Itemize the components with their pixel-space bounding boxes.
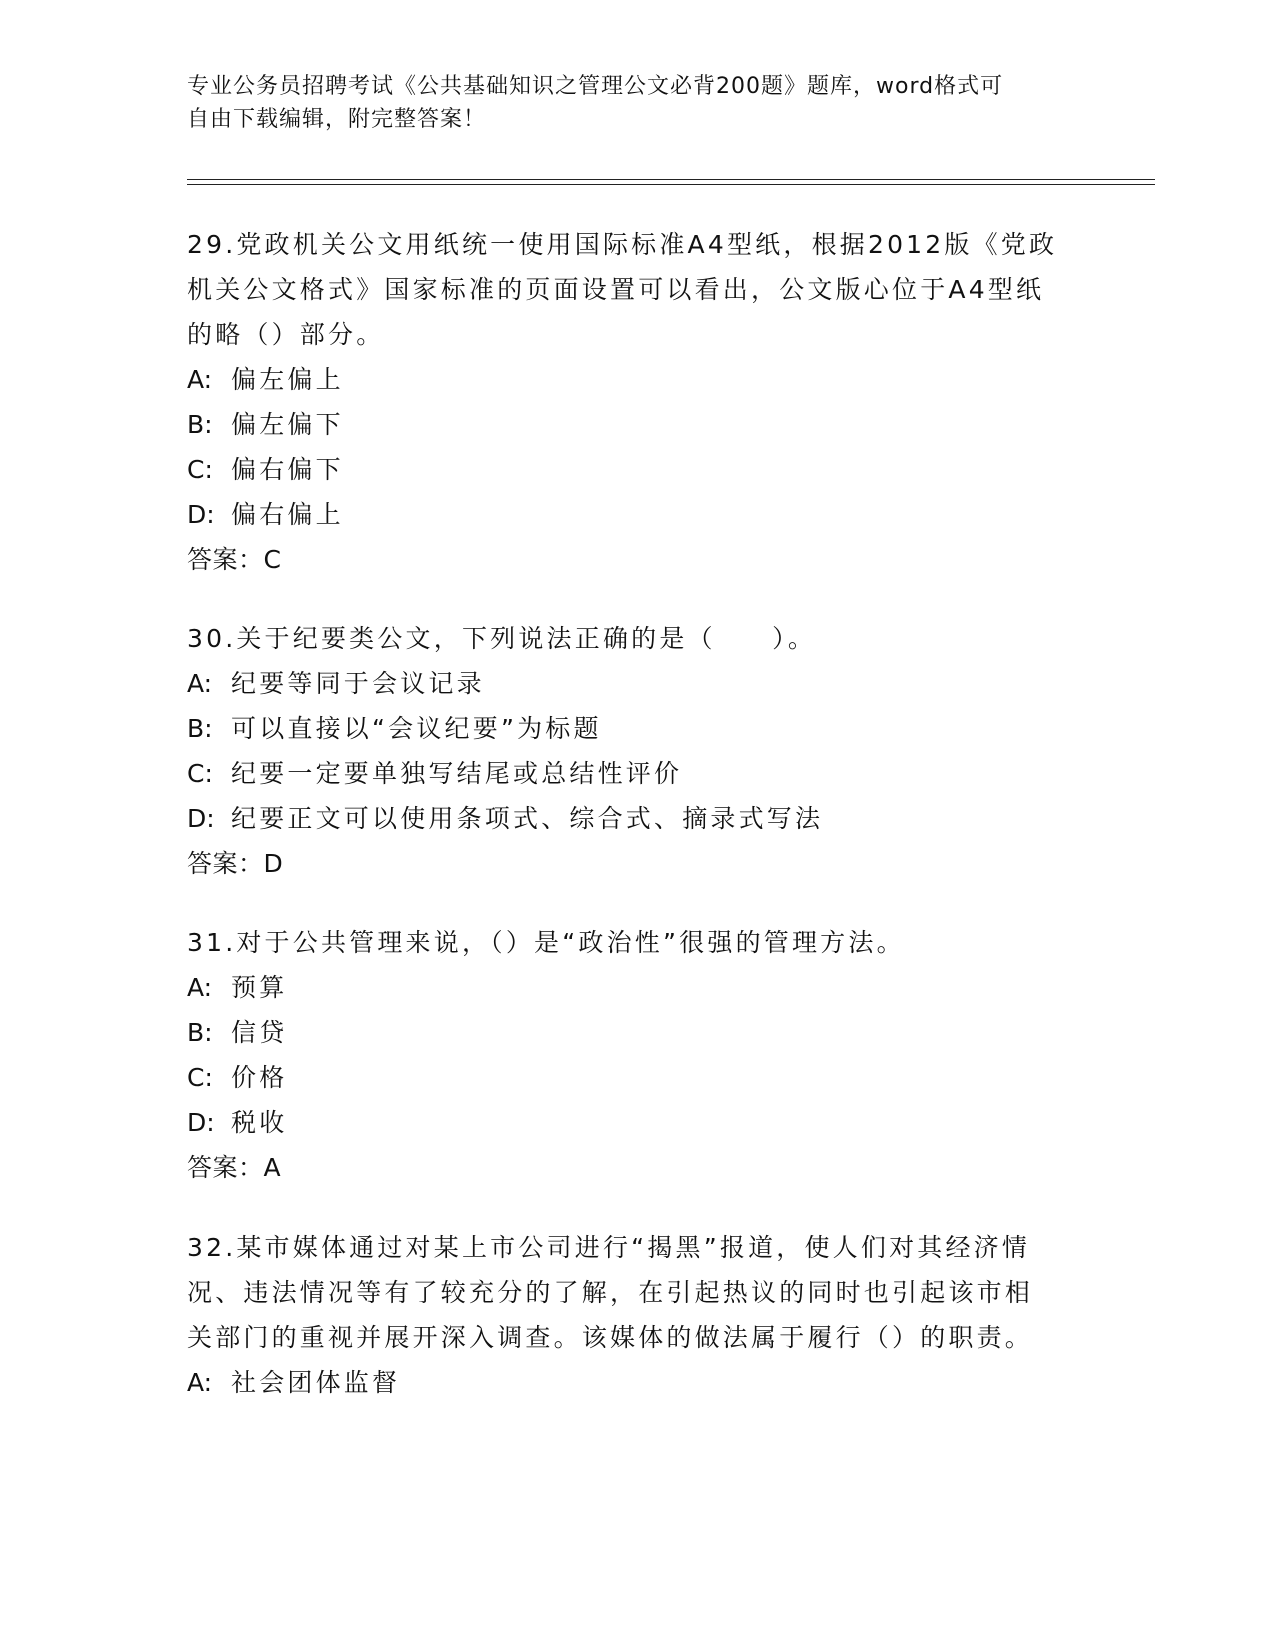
option-label: B: xyxy=(187,410,213,439)
option-a xyxy=(187,661,1087,706)
option-c xyxy=(187,751,1087,796)
option-text: 可以直接以“会议纪要”为标题 xyxy=(231,714,602,743)
option-label: C: xyxy=(187,759,213,788)
question-stem-line: 30.关于纪要类公文，下列说法正确的是（ ）。 xyxy=(187,624,817,653)
option-label: A: xyxy=(187,973,213,1002)
question-stem-line: 的略（）部分。 xyxy=(187,320,385,349)
question-stem-line: 31.对于公共管理来说，（）是“政治性”很强的管理方法。 xyxy=(187,928,905,957)
option-label: B: xyxy=(187,714,213,743)
answer-line xyxy=(187,537,1087,582)
document-header xyxy=(187,70,1087,136)
header-line-2: 自由下载编辑，附完整答案！ xyxy=(187,107,487,132)
option-text: 纪要等同于会议记录 xyxy=(231,669,485,698)
answer-label: 答案： xyxy=(187,849,264,878)
option-a xyxy=(187,357,1087,402)
option-text: 税收 xyxy=(231,1108,288,1137)
question-32 xyxy=(187,1225,1087,1405)
option-b xyxy=(187,1010,1087,1055)
option-text: 偏右偏上 xyxy=(231,500,344,529)
option-label: D: xyxy=(187,1108,215,1137)
option-label: C: xyxy=(187,455,213,484)
header-rule-bottom xyxy=(187,184,1155,185)
option-c xyxy=(187,1055,1087,1100)
answer-line xyxy=(187,841,1087,886)
option-label: C: xyxy=(187,1063,213,1092)
question-stem-line: 况、违法情况等有了较充分的了解，在引起热议的同时也引起该市相 xyxy=(187,1278,1034,1307)
option-text: 价格 xyxy=(231,1063,288,1092)
option-label: B: xyxy=(187,1018,213,1047)
question-stem-line: 关部门的重视并展开深入调查。该媒体的做法属于履行（）的职责。 xyxy=(187,1323,1034,1352)
option-b xyxy=(187,706,1087,751)
answer-value: D xyxy=(263,849,284,878)
option-a xyxy=(187,1360,1087,1405)
option-c xyxy=(187,447,1087,492)
option-text: 偏右偏下 xyxy=(231,455,344,484)
option-text: 偏左偏下 xyxy=(231,410,344,439)
option-text: 纪要正文可以使用条项式、综合式、摘录式写法 xyxy=(231,804,824,833)
question-stem-line: 29.党政机关公文用纸统一使用国际标准A4型纸，根据2012版《党政 xyxy=(187,230,1058,259)
question-29 xyxy=(187,222,1087,582)
question-30 xyxy=(187,616,1087,886)
option-text: 预算 xyxy=(231,973,288,1002)
header-line-1: 专业公务员招聘考试《公共基础知识之管理公文必背200题》题库，word格式可 xyxy=(187,74,1004,99)
answer-value: C xyxy=(263,545,282,574)
question-stem-line: 机关公文格式》国家标准的页面设置可以看出，公文版心位于A4型纸 xyxy=(187,275,1045,304)
option-label: D: xyxy=(187,500,215,529)
answer-line xyxy=(187,1145,1087,1190)
question-stem-line: 32.某市媒体通过对某上市公司进行“揭黑”报道，使人们对其经济情 xyxy=(187,1233,1031,1262)
option-text: 信贷 xyxy=(231,1018,288,1047)
answer-label: 答案： xyxy=(187,545,264,574)
header-rule-top xyxy=(187,179,1155,180)
option-text: 纪要一定要单独写结尾或总结性评价 xyxy=(231,759,683,788)
option-d xyxy=(187,1100,1087,1145)
option-label: A: xyxy=(187,1368,213,1397)
answer-value: A xyxy=(263,1153,282,1182)
option-text: 社会团体监督 xyxy=(231,1368,401,1397)
option-text: 偏左偏上 xyxy=(231,365,344,394)
option-label: D: xyxy=(187,804,215,833)
option-a xyxy=(187,965,1087,1010)
option-label: A: xyxy=(187,669,213,698)
option-label: A: xyxy=(187,365,213,394)
question-31 xyxy=(187,920,1087,1190)
option-d xyxy=(187,796,1087,841)
option-d xyxy=(187,492,1087,537)
answer-label: 答案： xyxy=(187,1153,264,1182)
option-b xyxy=(187,402,1087,447)
